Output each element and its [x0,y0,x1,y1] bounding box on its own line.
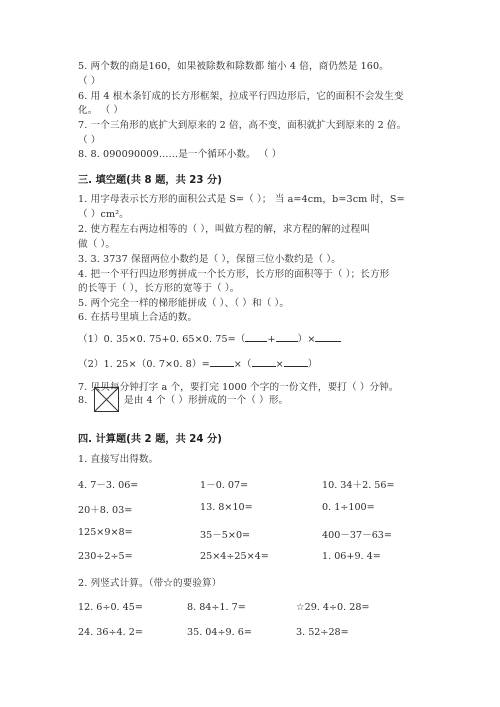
answer-blank[interactable] [284,357,308,367]
q6-2-close: ） [307,359,318,370]
plus-sign: + [267,334,276,345]
fill-q8-number: 8. [78,395,88,406]
judge-q8: 8. 8. 090090009……是一个循环小数。 （ ） [78,149,282,160]
q6-1-close: ）× [297,334,316,345]
times-sign: × [275,359,284,370]
calc-sub1: 1. 直接写出得数。 [78,454,159,465]
calc-item: 35－5×0= [200,530,251,541]
calc-item: 4. 7－3. 06= [78,480,139,491]
fill-q5: 5. 两个完全一样的梯形能拼成（ ）、（ ）和（ ）。 [78,298,290,309]
calc-item: 400－37－63= [322,530,392,541]
section-calc-title: 四. 计算题(共 2 题，共 24 分) [78,434,222,445]
calc-item: 10. 34＋2. 56= [322,480,395,491]
calc-item: 12. 6÷0. 45= [78,602,143,613]
judge-q7-answer: （ ） [78,135,101,146]
calc-item: 20＋8. 03= [78,505,133,516]
fill-q2-cont: 做（ ）。 [78,239,116,250]
calc-item: 25×4÷25×4= [200,551,269,562]
section-fill-title: 三. 填空题(共 8 题，共 23 分) [78,175,222,186]
fill-q6: 6. 在括号里填上合适的数。 [78,312,198,323]
fill-q4-cont: 的长等于（ ），长方形的宽等于（ ）。 [78,283,240,294]
calc-item: ☆29. 4÷0. 28= [296,602,370,613]
calc-item: 3. 52÷28= [296,627,349,638]
fill-q6-part2 [78,357,317,371]
calc-item: 35. 04÷9. 6= [187,627,252,638]
judge-q6: 6. 用 4 根木条钉成的长方形框架，拉成平行四边形后，它的面积不会发生变 [78,91,404,102]
fill-q1: 1. 用字母表示长方形的面积公式是 S=（ ）； 当 a=4cm，b=3cm 时，S= [78,194,405,205]
fill-q1-cont: （ ）cm²。 [78,209,129,220]
q6-2-mid: ×（ [233,359,252,370]
fill-q8: 是由 4 个（ ）形拼成的一个（ ）形。 [124,395,289,406]
calc-item: 1. 06+9. 4= [322,551,381,562]
calc-item: 8. 84÷1. 7= [187,602,246,613]
judge-q5: 5. 两个数的商是160，如果被除数和除数都 缩小 4 倍，商仍然是 160。 [78,61,389,72]
answer-blank[interactable] [245,332,267,342]
fill-q6-part1 [78,332,341,346]
calc-item: 125×9×8= [78,527,133,538]
fill-q7: 7. 贝贝每分钟打字 a 个，要打完 1000 个字的一份文件，要打（ ）分钟。 [78,382,399,393]
judge-q7: 7. 一个三角形的底扩大到原来的 2 倍，高不变，面积就扩大到原来的 2 倍。 [78,120,407,131]
answer-blank[interactable] [276,332,298,342]
fill-q3: 3. 3. 3737 保留两位小数约是（ ），保留三位小数约是（ ）。 [78,254,341,265]
calc-item: 0. 1÷100= [322,502,375,513]
q6-2-expression: （2）1. 25×（0. 7×0. 8）= [78,359,210,370]
calc-item: 1－0. 07= [200,480,249,491]
square-with-diagonals-icon [94,387,119,412]
answer-blank[interactable] [315,332,341,342]
calc-item: 13. 8×10= [200,502,253,513]
q6-1-expression: （1）0. 35×0. 75+0. 65×0. 75=（ [78,334,246,345]
calc-sub2: 2. 列竖式计算。（带☆的要验算） [78,578,222,589]
calc-item: 24. 36÷4. 2= [78,627,143,638]
judge-q5-answer: （ ） [78,76,101,87]
answer-blank[interactable] [210,357,234,367]
fill-q4: 4. 把一个平行四边形剪拼成一个长方形，长方形的面积等于（ ）；长方形 [78,269,390,280]
judge-q6-cont: 化。 （ ） [78,105,124,116]
fill-q2: 2. 使方程左右两边相等的（ ），叫做方程的解，求方程的解的过程叫 [78,224,370,235]
calc-item: 230÷2÷5= [78,551,133,562]
answer-blank[interactable] [252,357,276,367]
